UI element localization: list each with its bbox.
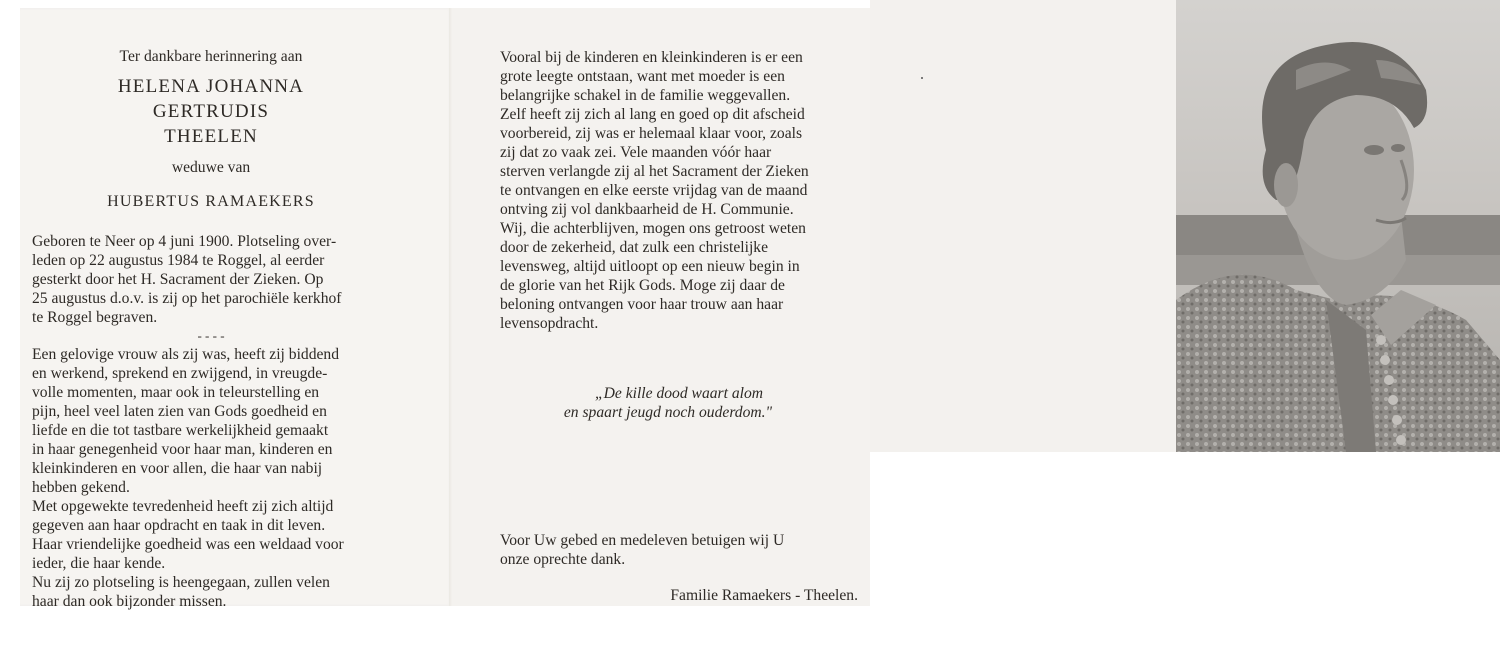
quote-line-2: en spaart jeugd noch ouderdom." (563, 404, 773, 421)
text-line: Voor Uw gebed en medeleven betuigen wij U (500, 532, 785, 549)
text-line: Wij, die achterblijven, mogen ons getroost weten (500, 220, 806, 237)
text-line: belangrijke schakel in de familie weggevallen. (500, 87, 791, 104)
text-line: Met opgewekte tevredenheid heeft zij zich altijd (32, 498, 334, 515)
text-line: sterven verlangde zij al het Sacrament der Zieken (500, 163, 809, 180)
signature: Familie Ramaekers - Theelen. (670, 587, 858, 604)
text-line: Een gelovige vrouw als zij was, heeft zij biddend (32, 346, 340, 363)
text-line: 25 augustus d.o.v. is zij op het parochiële kerkhof (32, 290, 342, 307)
text-line: kleinkinderen en voor allen, die haar van nabij (32, 460, 323, 477)
text-line: zij dat zo vaak zei. Vele maanden vóór haar (500, 144, 772, 161)
text-line: levensopdracht. (500, 315, 599, 332)
text-line: hebben gekend. (32, 479, 130, 496)
text-line: gegeven aan haar opdracht en taak in dit leven. (32, 517, 326, 534)
deceased-name-line-3: THEELEN (164, 126, 258, 147)
intro-text: Ter dankbare herinnering aan (119, 48, 303, 65)
text-line: Nu zij zo plotseling is heengegaan, zullen velen (32, 574, 330, 591)
text-line: volle momenten, maar ook in teleurstelling en (32, 384, 320, 401)
text-line: Vooral bij de kinderen en kleinkinderen is er een (500, 49, 803, 66)
text-line: Haar vriendelijke goedheid was een weldaad voor (32, 536, 344, 553)
text-line: levensweg, altijd uitloopt op een nieuw begin in (500, 258, 800, 275)
text-line: liefde en die tot tastbare werkelijkheid gemaakt (32, 422, 329, 439)
text-line: grote leegte ontstaan, want met moeder is een (500, 68, 785, 85)
text-line: gesterkt door het H. Sacrament der Zieken. Op (32, 271, 324, 288)
text-line: te Roggel begraven. (32, 309, 158, 326)
text-line: haar dan ook bijzonder missen. (32, 593, 227, 610)
text-line: ontving zij vol dankbaarheid de H. Communie. (500, 201, 794, 218)
text-line: beloning ontvangen voor haar trouw aan haar (500, 296, 784, 313)
text-line: Geboren te Neer op 4 juni 1900. Plotseling over- (32, 233, 337, 250)
text-line: leden op 22 augustus 1984 te Roggel, al eerder (32, 252, 325, 269)
deceased-name-line-2: GERTRUDIS (152, 101, 270, 122)
text-line: ieder, die haar kende. (32, 555, 166, 572)
text-line: door de zekerheid, dat zulk een christelijke (500, 239, 769, 256)
text-line: te ontvangen en elke eerste vrijdag van de maand (500, 182, 808, 199)
text-line: pijn, heel veel laten zien van Gods goedheid en (32, 403, 327, 420)
text-line: in haar genegenheid voor haar man, kinderen en (32, 441, 333, 458)
separator: - - - - (197, 328, 225, 343)
widow-of-text: weduwe van (171, 159, 251, 176)
text-line: onze oprechte dank. (500, 551, 626, 568)
deceased-name-line-1: HELENA JOHANNA (117, 76, 305, 97)
quote-line-1: „De kille dood waart alom (594, 385, 764, 402)
text-line: Zelf heeft zij zich al lang en goed op dit afscheid (500, 106, 805, 123)
text-line: de glorie van het Rijk Gods. Moge zij daar de (500, 277, 785, 294)
paper-speck (921, 77, 923, 79)
text-line: voorbereid, zij was er helemaal klaar voor, zoals (500, 125, 803, 142)
text-line: en werkend, sprekend en zwijgend, in vreugde- (32, 365, 328, 382)
portrait-photo (1176, 0, 1500, 452)
portrait-photo-icon (1176, 0, 1500, 452)
spouse-name: HUBERTUS RAMAEKERS (107, 193, 315, 210)
